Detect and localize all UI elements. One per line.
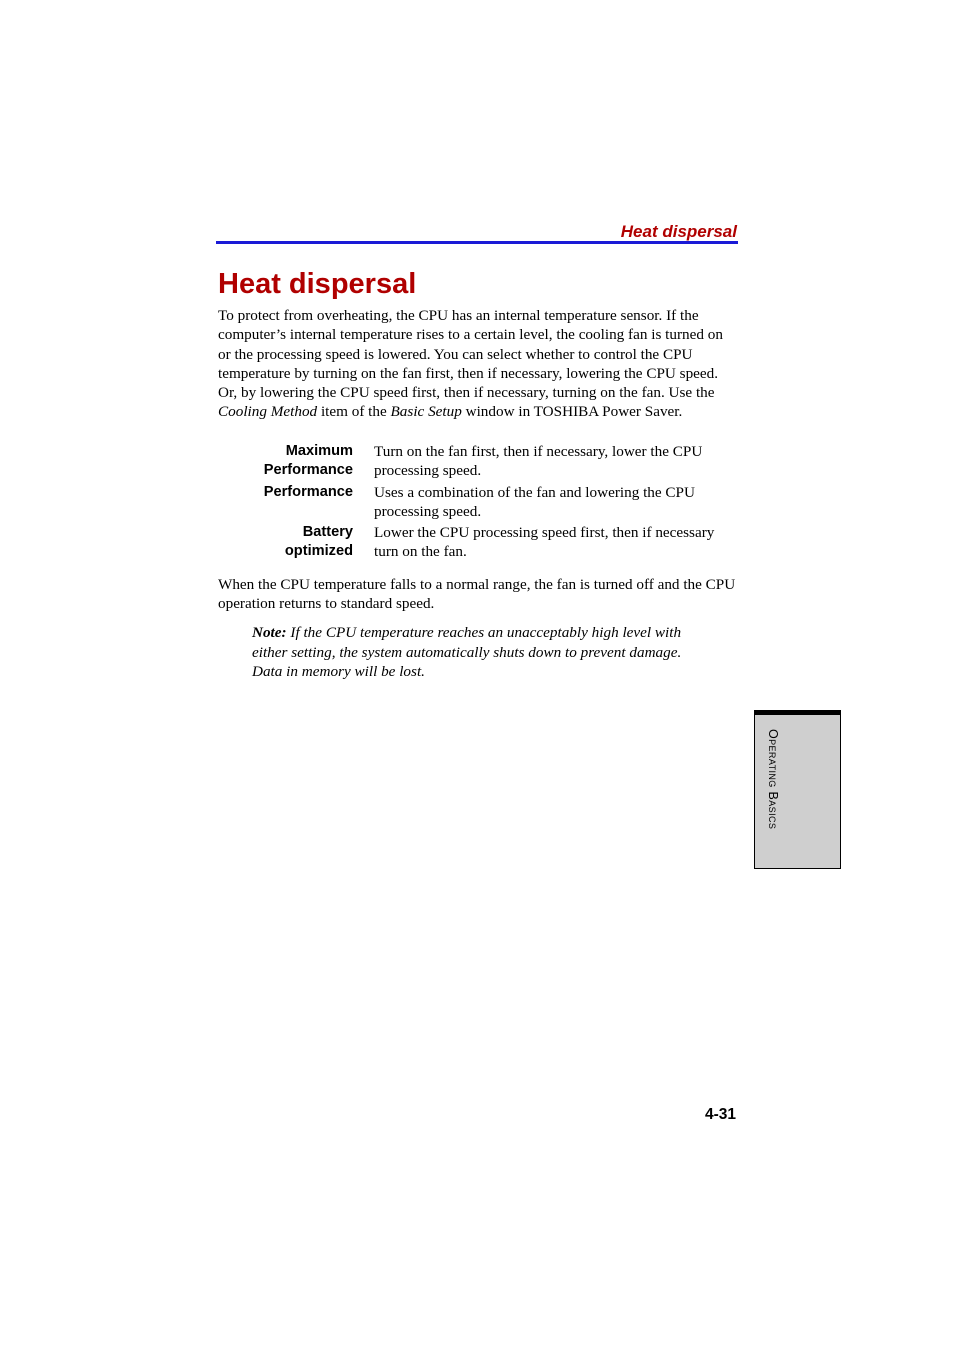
note-text: If the CPU temperature reaches an unacceptably high level with either setting, the system automatically shuts down to prevent damage. Data in memory will be lost. <box>252 624 682 680</box>
setting-description: Lower the CPU processing speed first, then if necessary turn on the fan. <box>374 524 715 561</box>
header-rule <box>216 241 738 244</box>
basic-setup-term: Basic Setup <box>390 403 462 421</box>
setting-battery-optimized <box>218 523 738 562</box>
intro-paragraph <box>218 306 736 422</box>
page-number: 4-31 <box>704 1106 736 1123</box>
intro-text-1: To protect from overheating, the CPU has an internal temperature sensor. If the computer’s internal temperature rises to a certain level, the cooling fan is turned on or the processing speed is lowered. You can select whether to control the CPU temperature by turning on the fan first, then if necessary, lowering the CPU speed. Or, by lowering the CPU speed first, then if necessary, turning on the fan. Use the <box>218 307 723 402</box>
setting-description: Uses a combination of the fan and lowering the CPU processing speed. <box>374 483 695 520</box>
setting-term-line: Performance <box>263 483 353 500</box>
note-label: Note: <box>252 624 287 641</box>
cooling-method-term: Cooling Method <box>218 403 318 421</box>
closing-paragraph: When the CPU temperature falls to a normal range, the fan is turned off and the CPU operation returns to standard speed. <box>218 576 736 613</box>
intro-text-3: window in TOSHIBA Power Saver. <box>461 403 683 421</box>
setting-term-line: optimized <box>284 543 353 560</box>
cooling-settings-list <box>218 442 738 564</box>
setting-term <box>218 442 353 481</box>
running-header: Heat dispersal <box>620 222 737 241</box>
setting-performance <box>218 483 738 522</box>
setting-term-line: Performance <box>263 462 353 479</box>
setting-term-line: Maximum <box>285 443 353 459</box>
intro-text-2: item of the <box>317 403 391 421</box>
page-title: Heat dispersal <box>218 268 417 300</box>
chapter-tab-label: Operating Basics <box>766 729 780 830</box>
setting-description: Turn on the fan first, then if necessary, lower the CPU processing speed. <box>374 443 703 480</box>
chapter-side-tab <box>754 710 841 869</box>
setting-term <box>218 483 353 522</box>
note <box>252 623 692 682</box>
setting-term <box>218 523 353 562</box>
setting-maximum-performance <box>218 442 738 481</box>
setting-term-line: Battery <box>302 524 353 541</box>
